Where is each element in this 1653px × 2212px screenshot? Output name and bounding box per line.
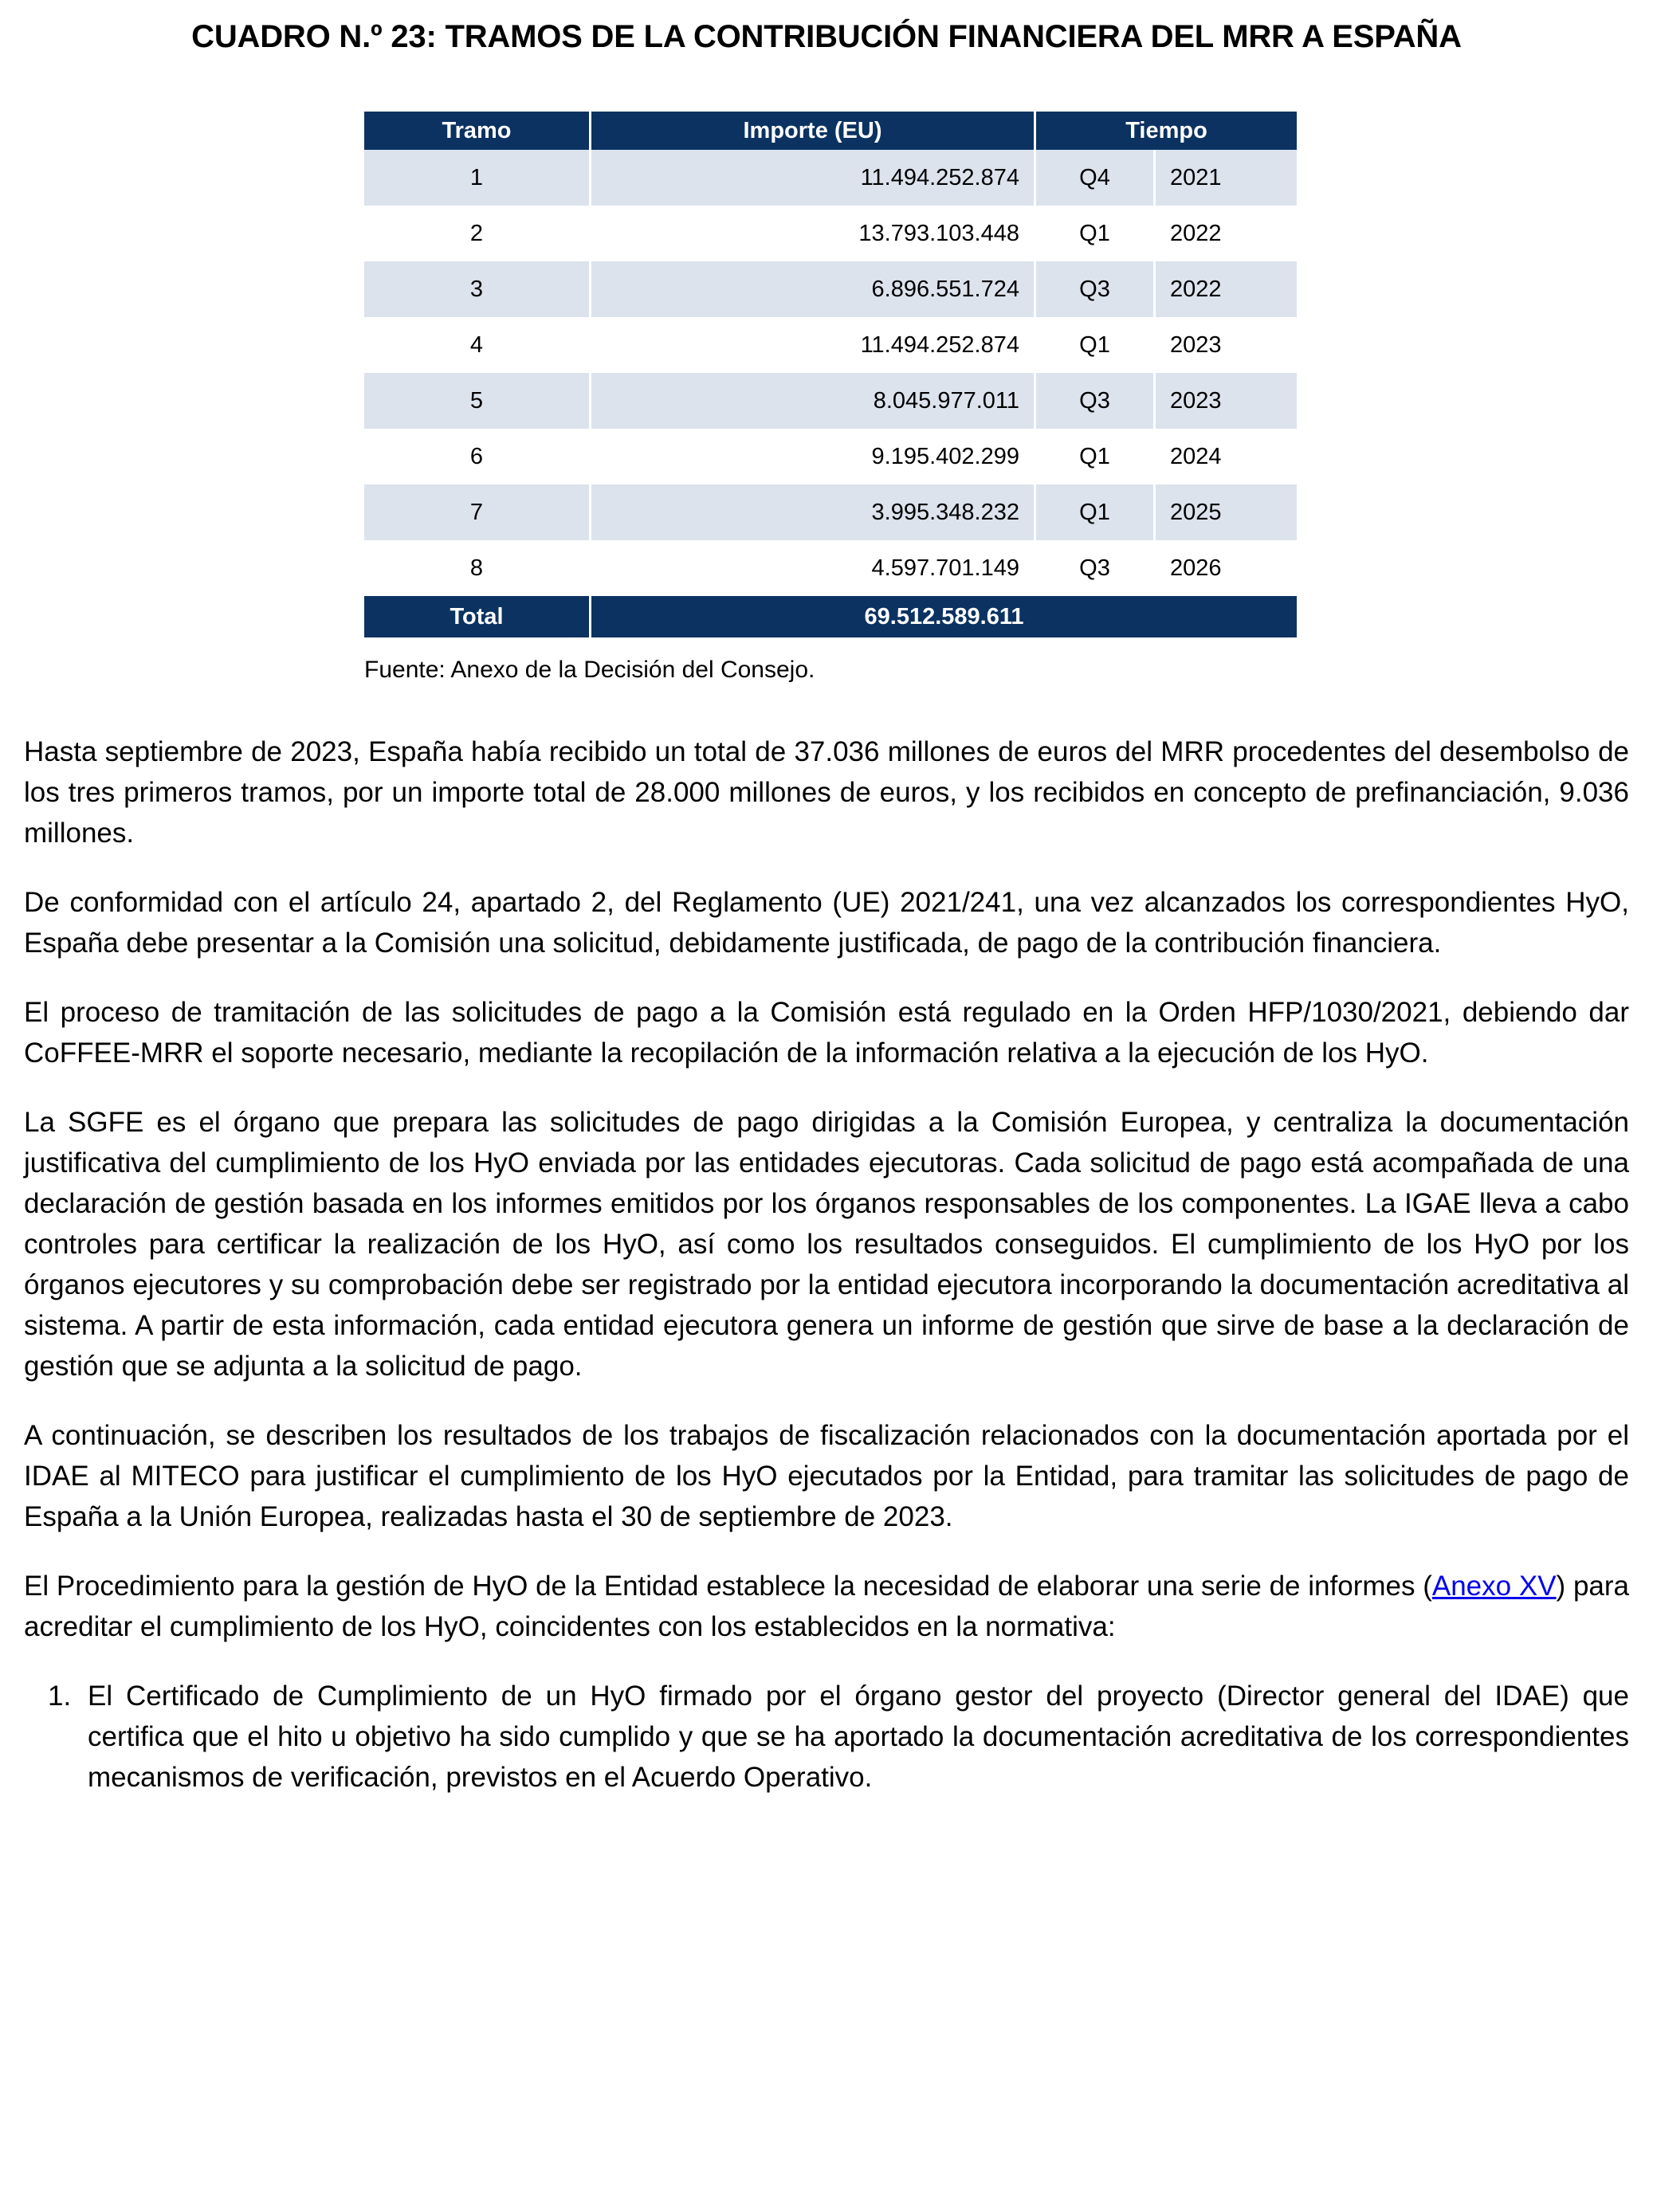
cell-tramo: 4 <box>364 317 591 373</box>
cell-tramo: 7 <box>364 484 591 540</box>
cell-year: 2024 <box>1156 429 1297 484</box>
paragraph-4: La SGFE es el órgano que prepara las solicitudes de pago dirigidas a la Comisión Europea, y centraliza la documentación justificativa del cumplimiento de los HyO enviada por las entidades ejecutoras. Cada solicitud de pago está acompañada de una declaración de gestión basada en los informes emitidos por los órganos responsables de los componentes. La IGAE lleva a cabo controles para certificar la realización de los HyO, así como los resultados conseguidos. El cumplimiento de los HyO por los órganos ejecutores y su comprobación debe ser registrado por la entidad ejecutora incorporando la documentación acreditativa al sistema. A partir de esta información, cada entidad ejecutora genera un informe de gestión que sirve de base a la declaración de gestión que se adjunta a la solicitud de pago. <box>24 1107 1629 1382</box>
cell-importe: 11.494.252.874 <box>591 317 1036 373</box>
cell-year: 2022 <box>1156 206 1297 261</box>
cell-importe: 13.793.103.448 <box>591 206 1036 261</box>
cell-quarter: Q3 <box>1036 261 1156 317</box>
cell-tramo: 8 <box>364 540 591 596</box>
table-header <box>364 112 1297 150</box>
cell-tramo: 3 <box>364 261 591 317</box>
cell-total-value: 69.512.589.611 <box>591 596 1297 637</box>
cell-importe: 9.195.402.299 <box>591 429 1036 484</box>
table-row <box>364 540 1297 596</box>
cell-quarter: Q4 <box>1036 150 1156 206</box>
cell-importe: 4.597.701.149 <box>591 540 1036 596</box>
table-row <box>364 317 1297 373</box>
cell-quarter: Q1 <box>1036 317 1156 373</box>
paragraph-1: Hasta septiembre de 2023, España había recibido un total de 37.036 millones de euros del MRR procedentes del desembolso de los tres primeros tramos, por un importe total de 28.000 millones de euros, y los recibidos en concepto de prefinanciación, 9.036 millones. <box>24 736 1629 849</box>
page-title: CUADRO N.º 23: TRAMOS DE LA CONTRIBUCIÓN FINANCIERA DEL MRR A ESPAÑA <box>191 19 1462 54</box>
cell-year: 2026 <box>1156 540 1297 596</box>
cell-importe: 3.995.348.232 <box>591 484 1036 540</box>
table-row <box>364 429 1297 484</box>
table-footer <box>364 596 1297 637</box>
paragraph-6-text-after: ) para acreditar el cumplimiento de los HyO, coincidentes con los establecidos en la normativa: <box>24 1571 1629 1642</box>
list-item: El Certificado de Cumplimiento de un HyO firmado por el órgano gestor del proyecto (Director general del IDAE) que certifica que el hito u objetivo ha sido cumplido y que se ha aportado la documentación acreditativa de los correspondientes mecanismos de verificación, previstos en el Acuerdo Operativo. <box>88 1681 1629 1793</box>
cell-tramo: 5 <box>364 373 591 429</box>
table-body <box>364 150 1297 596</box>
cell-total-label: Total <box>364 596 591 637</box>
table-header-row <box>364 112 1297 150</box>
cell-year: 2023 <box>1156 317 1297 373</box>
table-row <box>364 150 1297 206</box>
cell-quarter: Q1 <box>1036 429 1156 484</box>
document-body <box>24 731 1629 1814</box>
paragraph-6 <box>24 1566 1629 1647</box>
table-row <box>364 484 1297 540</box>
anexo-xv-link[interactable]: Anexo XV <box>1431 1571 1557 1602</box>
cell-importe: 6.896.551.724 <box>591 261 1036 317</box>
table-row <box>364 261 1297 317</box>
paragraph-3: El proceso de tramitación de las solicitudes de pago a la Comisión está regulado en la Orden HFP/1030/2021, debiendo dar CoFFEE-MRR el soporte necesario, mediante la recopilación de la información relativa a la ejecución de los HyO. <box>24 997 1629 1069</box>
cell-importe: 8.045.977.011 <box>591 373 1036 429</box>
cell-quarter: Q3 <box>1036 540 1156 596</box>
requirements-list <box>24 1676 1629 1798</box>
cell-quarter: Q3 <box>1036 373 1156 429</box>
cell-tramo: 1 <box>364 150 591 206</box>
paragraph-6-text-before: El Procedimiento para la gestión de HyO de la Entidad establece la necesidad de elaborar una serie de informes ( <box>24 1571 1432 1602</box>
table-row <box>364 373 1297 429</box>
paragraph-5: A continuación, se describen los resultados de los trabajos de fiscalización relacionados con la documentación aportada por el IDAE al MITECO para justificar el cumplimiento de los HyO ejecutados por la Entidad, para tramitar las solicitudes de pago de España a la Unión Europea, realizadas hasta el 30 de septiembre de 2023. <box>24 1420 1629 1532</box>
cell-year: 2023 <box>1156 373 1297 429</box>
column-header-tramo: Tramo <box>364 112 591 150</box>
cell-quarter: Q1 <box>1036 206 1156 261</box>
cell-importe: 11.494.252.874 <box>591 150 1036 206</box>
paragraph-2: De conformidad con el artículo 24, apartado 2, del Reglamento (UE) 2021/241, una vez alcanzados los correspondientes HyO, España debe presentar a la Comisión una solicitud, debidamente justificada, de pago de la contribución financiera. <box>24 887 1629 959</box>
mrr-tranches-table-wrapper <box>364 112 1297 637</box>
cell-quarter: Q1 <box>1036 484 1156 540</box>
table-row <box>364 206 1297 261</box>
column-header-importe: Importe (EU) <box>591 112 1036 150</box>
cell-year: 2021 <box>1156 150 1297 206</box>
cell-tramo: 6 <box>364 429 591 484</box>
column-header-tiempo: Tiempo <box>1036 112 1297 150</box>
table-total-row <box>364 596 1297 637</box>
cell-year: 2025 <box>1156 484 1297 540</box>
cell-tramo: 2 <box>364 206 591 261</box>
cell-year: 2022 <box>1156 261 1297 317</box>
table-source-note: Fuente: Anexo de la Decisión del Consejo. <box>364 657 815 683</box>
mrr-tranches-table <box>364 112 1297 637</box>
